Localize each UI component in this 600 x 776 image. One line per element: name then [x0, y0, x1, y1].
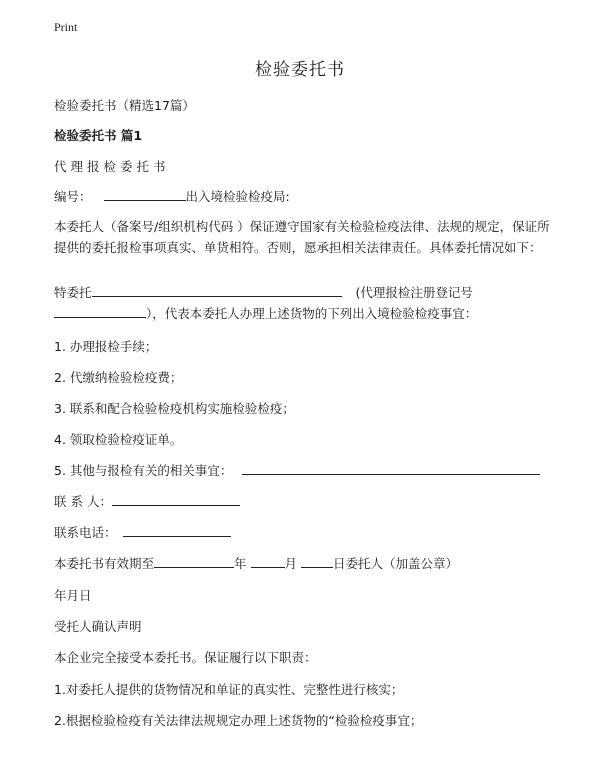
validity-year: 年 — [234, 556, 247, 571]
validity-month: 月 — [284, 556, 298, 571]
item-5-blank — [242, 462, 540, 475]
date-line: 年月日 — [54, 588, 92, 603]
entrust-prefix: 特委托 — [54, 285, 92, 300]
intro-paragraph: 本委托人（备案号/组织机构代码 ）保证遵守国家有关检验检疫法律、法规的规定，保证所提供的委托报检事项真实、单货相符。否则，愿承担相关法律责任。具体委托情况如下： — [54, 219, 550, 255]
contact-person-line — [54, 492, 240, 510]
declaration-text: 本企业完全接受本委托书。保证履行以下职责： — [54, 650, 317, 665]
number-label: 编号： — [54, 189, 92, 204]
item-2: 2. 代缴纳检验检疫费； — [54, 370, 183, 385]
item-3: 3. 联系和配合检验检疫机构实施检验检疫； — [54, 401, 295, 416]
entrust-suffix: ），代表本委托人办理上述货物的下列出入境检验检疫事宜： — [146, 306, 478, 321]
duty-2: 2.根据检验检疫有关法律法规规定办理上述货物的“检验检疫事宜； — [54, 713, 423, 728]
doc-name: 代理报检委托书 — [54, 159, 170, 174]
item-5: 5. 其他与报检有关的相关事宜： — [54, 463, 233, 478]
entrust-reg-blank — [54, 305, 146, 318]
validity-prefix: 本委托书有效期至 — [54, 556, 155, 571]
validity-line — [54, 554, 458, 572]
contact-phone-line — [54, 523, 231, 541]
subtitle: 检验委托书（精选17篇） — [54, 98, 195, 113]
validity-suffix: 日委托人（加盖公章） — [333, 556, 459, 571]
validity-day-blank — [301, 555, 333, 568]
item-5-line — [54, 461, 540, 479]
duty-1: 1.对委托人提供的货物情况和单证的真实性、完整性进行核实； — [54, 682, 404, 697]
contact-person-label: 联 系 人： — [54, 494, 112, 509]
validity-month-blank — [251, 555, 285, 568]
page-title: 检验委托书 — [255, 60, 345, 80]
print-link[interactable]: Print — [54, 20, 78, 34]
declaration-title: 受托人确认声明 — [54, 619, 142, 634]
number-blank — [104, 188, 186, 201]
entrust-agent-blank — [92, 284, 342, 297]
section-heading: 检验委托书 篇1 — [54, 128, 143, 143]
number-suffix: 出入境检验检疫局: — [185, 189, 290, 204]
entrust-line-2 — [54, 304, 477, 322]
entrust-reg: (代理报检注册登记号 — [355, 285, 473, 300]
item-4: 4. 领取检验检疫证单。 — [54, 432, 183, 447]
item-1: 1. 办理报检手续； — [54, 339, 158, 354]
contact-phone-label: 联系电话： — [54, 525, 117, 540]
validity-year-blank — [154, 555, 234, 568]
contact-person-blank — [112, 493, 240, 506]
entrust-line — [54, 283, 473, 301]
number-line — [54, 187, 290, 205]
contact-phone-blank — [123, 524, 231, 537]
